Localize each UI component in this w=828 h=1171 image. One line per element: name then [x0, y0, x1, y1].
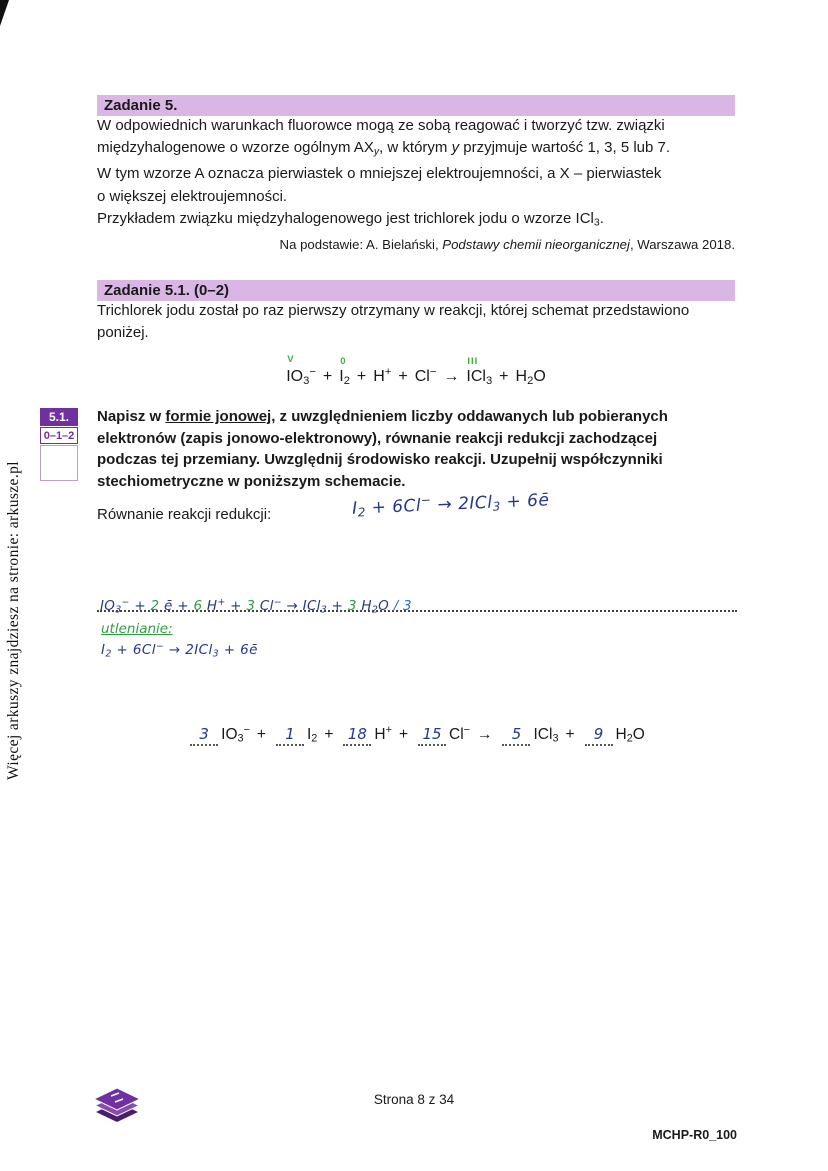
- scan-corner-artifact: [0, 0, 9, 26]
- oxidation-label-handwritten: utlenianie:: [101, 621, 173, 637]
- task5-paragraph: [97, 115, 739, 234]
- final-balanced-equation: 3 $IO_3^- + 1$ $I_2 + 18$ H+ + 15 Cl− → 5 ICl$_3$ + 9 $H_2O$: [97, 724, 735, 746]
- reduction-equation-label: Równanie reakcji redukcji:: [97, 506, 272, 523]
- reaction-scheme-equation: V $IO_3^-$ + 0 $I_2 + H^+ + Cl^-$ → III $ICl_3 + H_2O$: [286, 354, 546, 387]
- handwritten-ionic-equation: $IO_3^- + 2$ ē + 6 H+ + 3 Cl− → ICl$_3$ + 3 $H_2O / 3$: [100, 597, 412, 616]
- sidebar-watermark-text: Więcej arkuszy znajdziesz na stronie: arkusze.pl: [5, 461, 22, 780]
- source-citation: Na podstawie: A. Bielański, Podstawy chemii nieorganicznej, Warszawa 2018.: [279, 237, 735, 252]
- task51-instruction: [97, 406, 739, 492]
- handwritten-reduction-answer: $I_2 + 6Cl^- \to 2ICl_3$ + 6ē: [351, 490, 550, 520]
- page-number: Strona 8 z 34: [373, 1092, 455, 1107]
- form-code: MCHP-R0_100: [652, 1128, 737, 1142]
- task51-header: Zadanie 5.1. (0–2): [97, 280, 735, 301]
- score-range-label: 0–1–2: [40, 427, 78, 444]
- instruction-text-line: elektronów (zapis jonowo-elektronowy), równanie reakcji redukcji zachodzącej: [97, 429, 658, 447]
- task-margin-marker: [40, 408, 78, 481]
- body-text-line: międzyhalogenowe o wzorze ogólnym $AX_y$, w którym y przyjmuje wartość 1, 3, 5 lub 7.: [97, 139, 671, 158]
- dotted-answer-line: [97, 588, 737, 616]
- body-text-line: W odpowiednich warunkach fluorowce mogą ze sobą reagować i tworzyć tzw. związki: [97, 117, 665, 134]
- instruction-text-line: podczas tej przemiany. Uwzględnij środowisko reakcji. Uzupełnij współczynniki: [97, 451, 663, 469]
- body-text-line: Trichlorek jodu został po raz pierwszy otrzymany w reakcji, której schemat przedstawiono: [97, 302, 690, 319]
- task51-intro: [97, 300, 739, 345]
- body-text-line: poniżej.: [97, 324, 149, 342]
- task-number-badge: 5.1.: [40, 408, 78, 426]
- task5-header: Zadanie 5.: [97, 95, 735, 116]
- examiner-score-box: [40, 445, 78, 481]
- instruction-text-line: stechiometryczne w poniższym schemacie.: [97, 472, 406, 490]
- instruction-text-line: Napisz w formie jonowej, z uwzględnieniem liczby oddawanych lub pobieranych: [97, 408, 668, 425]
- body-text-line: o większej elektroujemności.: [97, 187, 288, 205]
- body-text-line: Przykładem związku międzyhalogenowego jest trichlorek jodu o wzorze ICl$_3$.: [97, 209, 604, 229]
- handwritten-oxidation-equation: $I_2 + 6Cl^- \to 2ICl_3$ + 6ē: [101, 641, 258, 660]
- body-text-line: W tym wzorze A oznacza pierwiastek o mniejszej elektroujemności, a X – pierwiastek: [97, 165, 662, 183]
